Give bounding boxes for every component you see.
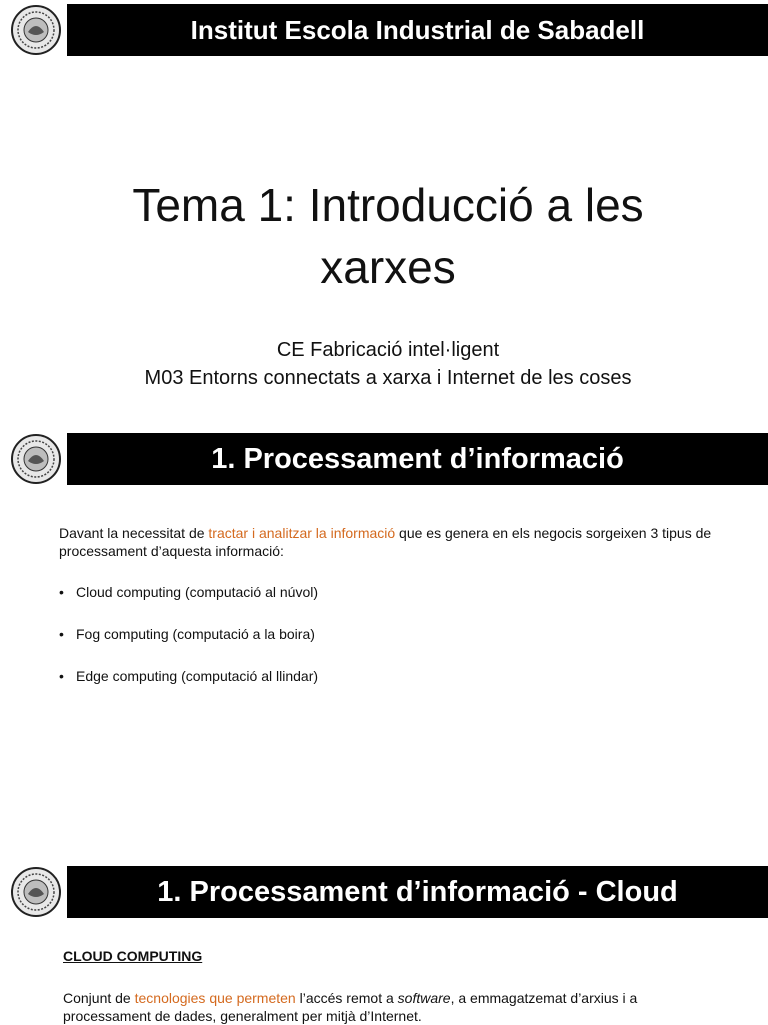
bullet-icon: •: [59, 626, 64, 642]
list-item: [59, 666, 318, 708]
presentation-subtitle: [80, 336, 696, 392]
intro-text-start: Davant la necessitat de: [59, 525, 209, 541]
processing-types-list: [59, 582, 318, 708]
bullet-icon: •: [59, 668, 64, 684]
definition-italic: software: [397, 990, 451, 1006]
section-label: CLOUD COMPUTING: [63, 948, 203, 964]
definition-highlight: tecnologies que permeten: [134, 990, 296, 1006]
list-item: [59, 582, 318, 624]
definition-start: Conjunt de: [63, 990, 135, 1006]
intro-text-end: que es genera en els negocis sorgeixen 3 tipus de processament d’aquesta informació:: [59, 525, 712, 559]
slide1-header: [0, 433, 768, 485]
module-name: M03 Entorns connectats a xarxa i Internet de les coses: [144, 367, 632, 389]
list-item-label: Edge computing (computació al llindar): [76, 668, 319, 684]
cover-header: [0, 4, 768, 56]
slide1-heading: 1. Processament d’informació: [67, 433, 768, 485]
course-name: CE Fabricació intel·ligent: [276, 339, 500, 361]
cloud-definition: [63, 989, 703, 1025]
definition-middle: l’accés remot a: [295, 990, 398, 1006]
presentation-title: Tema 1: Introducció a les xarxes: [132, 178, 644, 293]
school-seal-icon: [10, 433, 62, 485]
bullet-icon: •: [59, 584, 64, 600]
slide2-header: [0, 866, 768, 918]
school-name-banner: Institut Escola Industrial de Sabadell: [67, 4, 768, 56]
intro-highlight: tractar i analitzar la informació: [208, 525, 396, 541]
list-item-label: Cloud computing (computació al núvol): [76, 584, 319, 600]
list-item: [59, 624, 318, 666]
list-item-label: Fog computing (computació a la boira): [76, 626, 315, 642]
slide2-heading: 1. Processament d’informació - Cloud: [67, 866, 768, 918]
slide1-intro: [59, 524, 729, 560]
definition-end: , a emmagatzemat d’arxius i a processament de dades, generalment per mitjà d’Internet.: [63, 990, 638, 1024]
school-seal-icon: [10, 4, 62, 56]
school-seal-icon: [10, 866, 62, 918]
